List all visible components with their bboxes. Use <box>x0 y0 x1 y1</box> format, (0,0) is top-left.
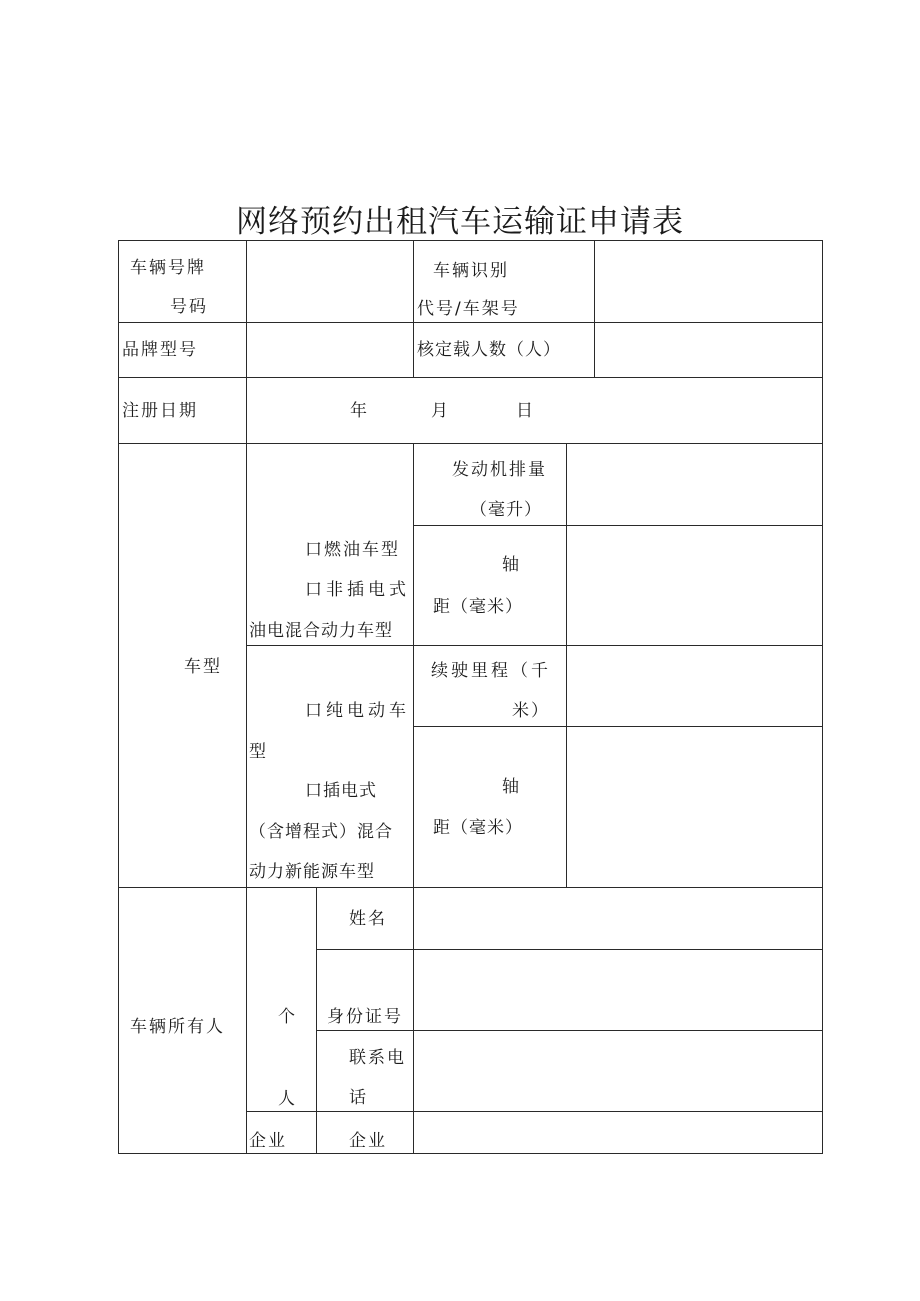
plugin-hybrid-checkbox[interactable]: 口插电式 <box>305 781 377 801</box>
row-divider <box>413 726 823 727</box>
seats-label: 核定载人数（人） <box>417 340 561 360</box>
id-number-field[interactable] <box>415 951 821 1029</box>
column-divider <box>413 240 414 378</box>
enterprise-label: 企业 <box>249 1131 287 1151</box>
phone-field[interactable] <box>415 1032 821 1110</box>
driving-range-field[interactable] <box>568 647 821 725</box>
enterprise-name-label: 企业 <box>349 1131 387 1151</box>
vehicle-owner-label: 车辆所有人 <box>130 1017 225 1037</box>
table-border-bottom <box>118 1153 823 1154</box>
plate-number-field[interactable] <box>248 242 412 321</box>
engine-displacement-label: （毫升） <box>470 500 542 520</box>
date-year-label[interactable]: 年 <box>350 401 369 421</box>
electric-vehicle-checkbox[interactable]: 口纯电动车 <box>305 701 410 721</box>
wheelbase-field-ev[interactable] <box>568 728 821 886</box>
individual-label: 人 <box>278 1089 297 1109</box>
plate-number-label: 车辆号牌 <box>130 258 206 278</box>
row-divider <box>316 1030 823 1031</box>
row-divider <box>118 887 823 888</box>
ev-type-text: 动力新能源车型 <box>249 862 375 882</box>
wheelbase-label: 轴 <box>502 555 521 575</box>
engine-displacement-field[interactable] <box>568 445 821 524</box>
individual-label: 个 <box>278 1007 297 1027</box>
seats-field[interactable] <box>596 324 821 376</box>
row-divider <box>316 949 823 950</box>
phone-label: 联系电 <box>349 1048 406 1068</box>
column-divider <box>594 240 595 378</box>
wheelbase-label: 距（毫米） <box>433 818 523 838</box>
page-title: 网络预约出租汽车运输证申请表 <box>236 204 684 240</box>
driving-range-label: 续驶里程（千 <box>431 661 551 681</box>
row-divider <box>118 443 823 444</box>
owner-name-label: 姓名 <box>349 909 387 929</box>
row-divider <box>118 322 823 323</box>
wheelbase-label: 距（毫米） <box>433 597 523 617</box>
owner-name-field[interactable] <box>415 889 821 948</box>
fuel-type-text: 油电混合动力车型 <box>249 621 393 641</box>
row-divider <box>413 525 823 526</box>
phone-label: 话 <box>349 1088 368 1108</box>
date-day-label[interactable]: 日 <box>516 401 535 421</box>
row-divider <box>246 645 823 646</box>
column-divider <box>246 240 247 1154</box>
vin-field[interactable] <box>596 242 821 321</box>
row-divider <box>118 377 823 378</box>
ev-type-text: （含增程式）混合 <box>249 822 393 842</box>
driving-range-label: 米） <box>512 701 550 721</box>
table-border-right <box>822 240 823 1154</box>
registration-date-label: 注册日期 <box>122 401 198 421</box>
table-border-top <box>118 240 823 241</box>
table-border-left <box>118 240 119 1154</box>
fuel-vehicle-checkbox[interactable]: 口燃油车型 <box>305 540 400 560</box>
wheelbase-label: 轴 <box>502 777 521 797</box>
row-divider <box>246 1111 823 1112</box>
vin-label: 车辆识别 <box>433 261 509 281</box>
date-month-label[interactable]: 月 <box>431 401 450 421</box>
non-plugin-hybrid-checkbox[interactable]: 口非插电式 <box>305 580 410 600</box>
engine-displacement-label: 发动机排量 <box>452 460 547 480</box>
ev-type-text: 型 <box>249 742 268 762</box>
column-divider <box>316 887 317 1154</box>
column-divider <box>566 443 567 888</box>
brand-model-label: 品牌型号 <box>122 340 198 360</box>
brand-model-field[interactable] <box>248 324 412 376</box>
vin-label: 代号/车架号 <box>417 299 520 319</box>
enterprise-field[interactable] <box>415 1113 821 1152</box>
vehicle-type-label: 车型 <box>184 657 222 677</box>
wheelbase-field[interactable] <box>568 527 821 644</box>
column-divider <box>413 443 414 888</box>
column-divider <box>413 887 414 1154</box>
id-number-label: 身份证号 <box>327 1007 403 1027</box>
plate-number-label: 号码 <box>170 297 208 317</box>
